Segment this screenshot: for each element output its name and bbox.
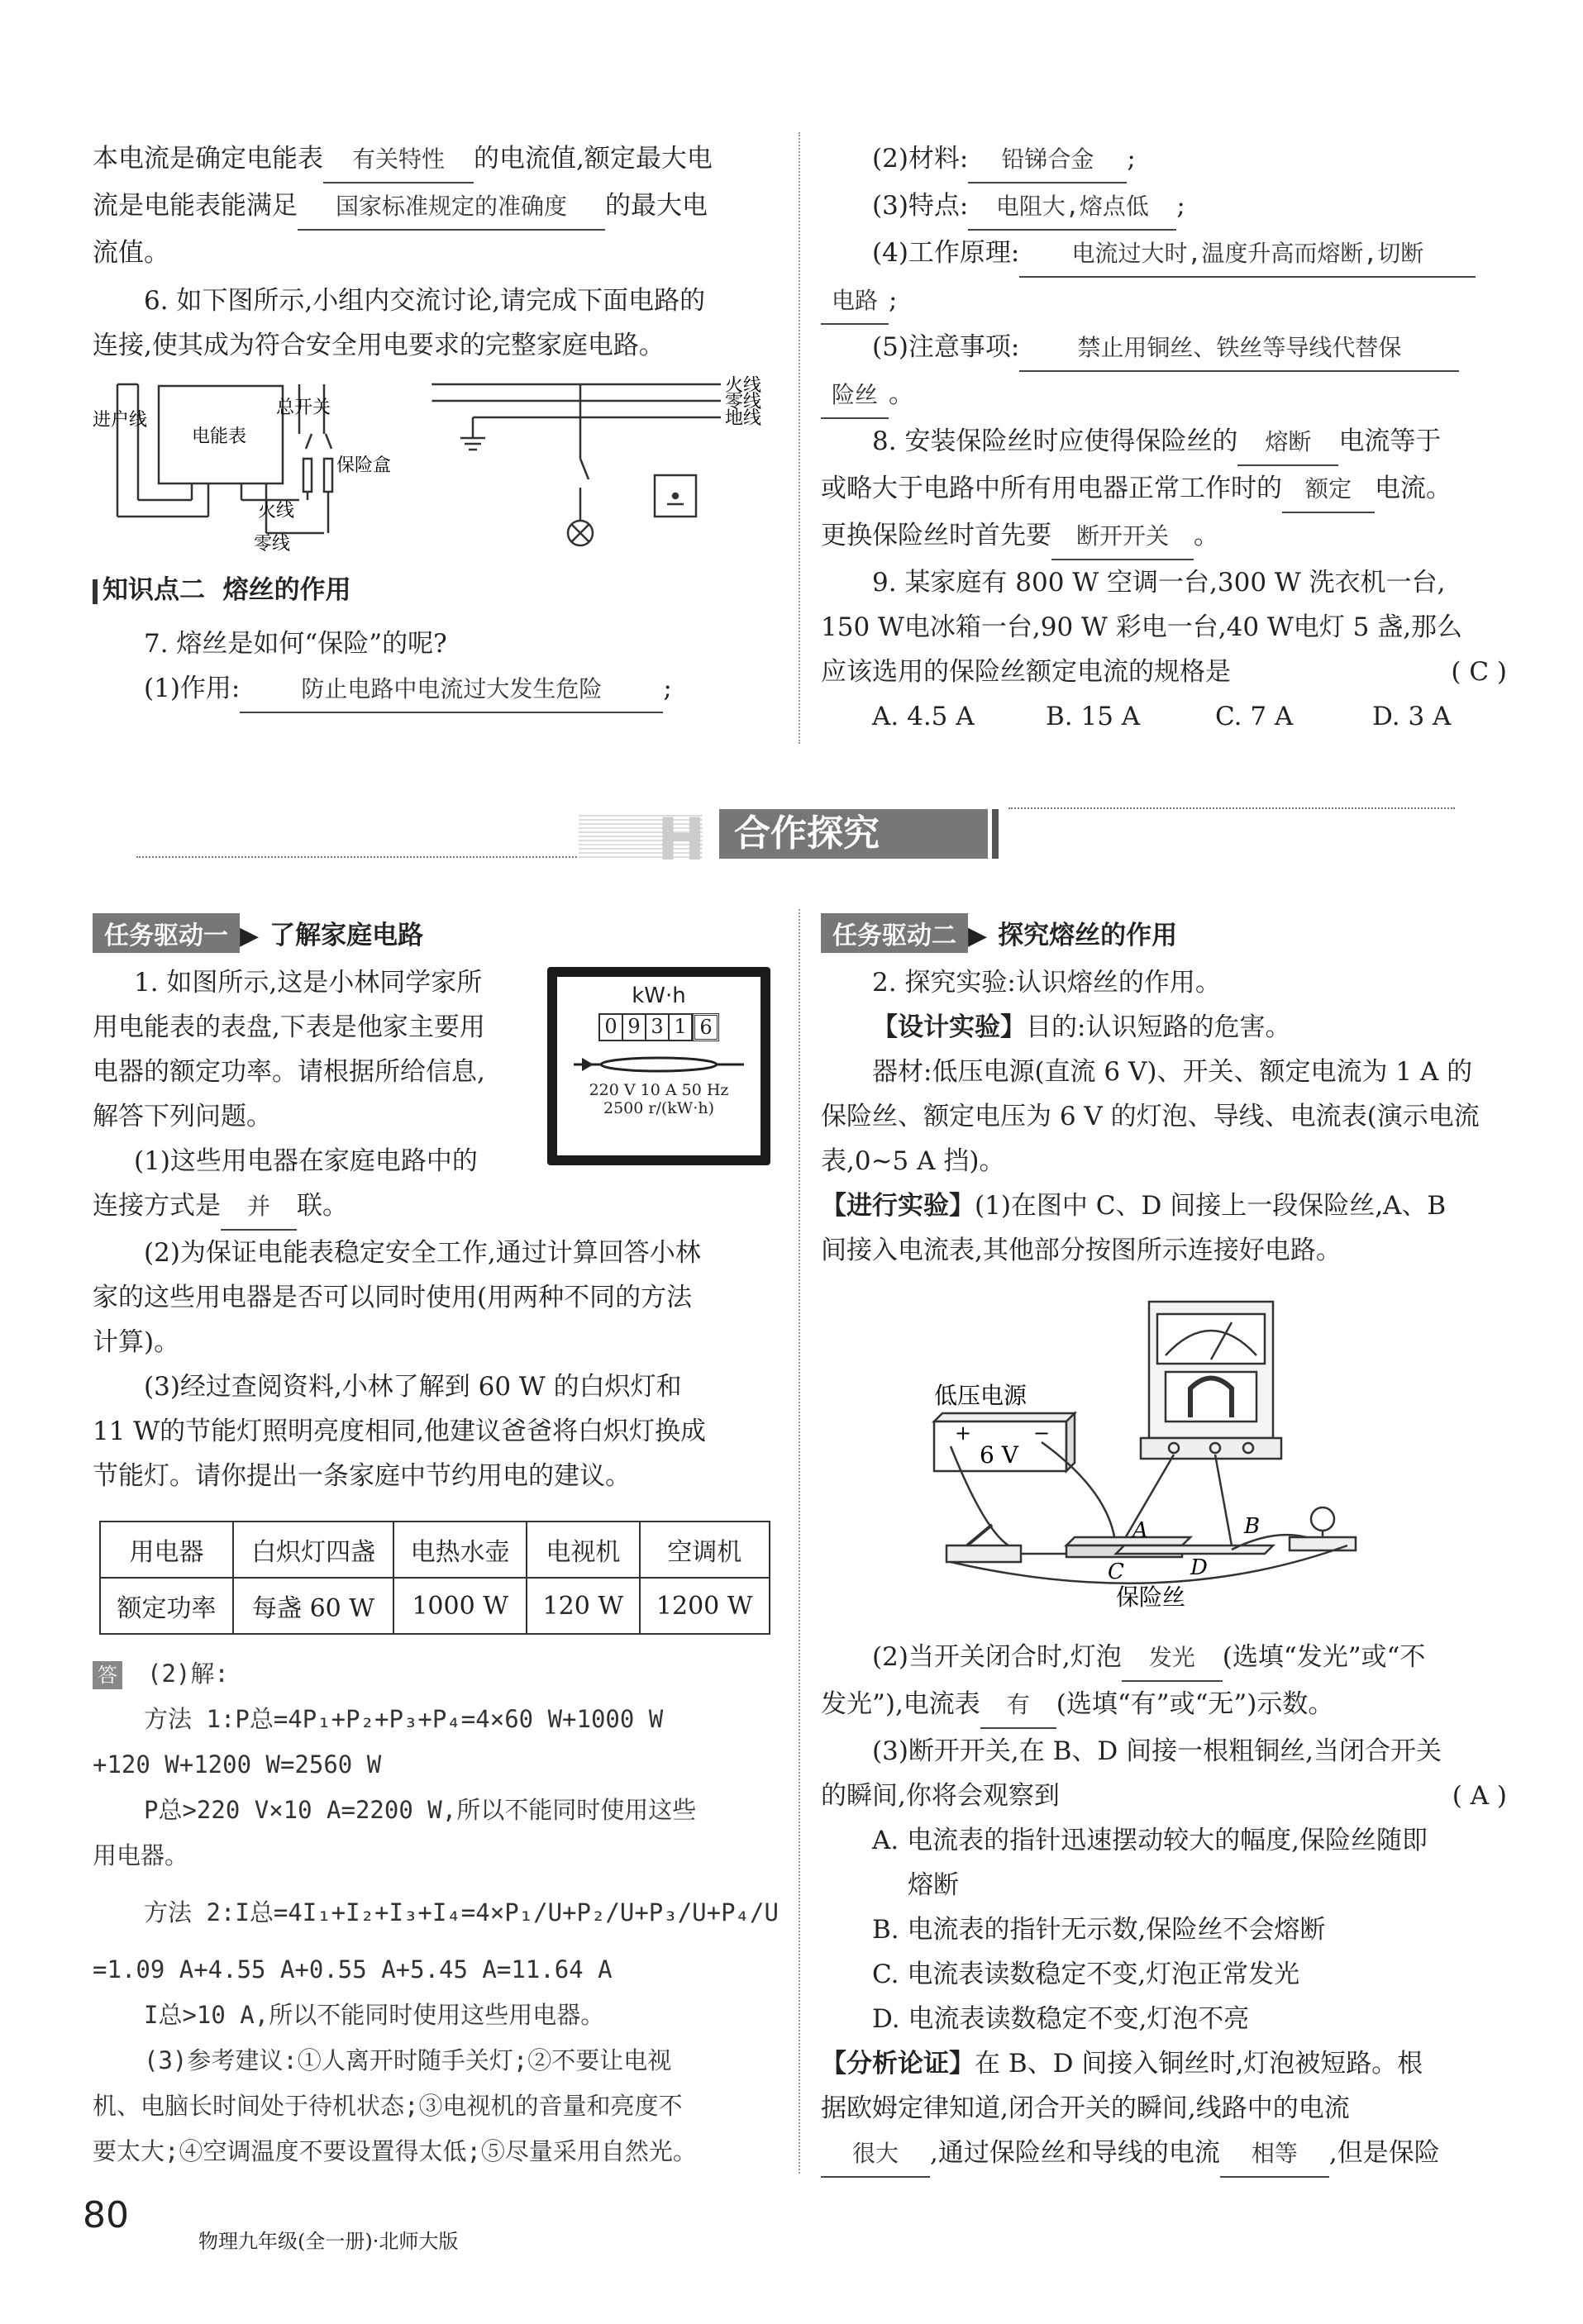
table-row: 用电器 白炽灯四盏 电热水壶 电视机 空调机 — [100, 1522, 770, 1578]
banner-title: 合作探究 — [719, 809, 988, 859]
book-title: 物理九年级(全一册)·北师大版 — [198, 2230, 459, 2253]
question-6: 6. 如下图所示,小组内交流讨论,请完成下面电路的 — [144, 286, 706, 316]
task1-subquestions: 连接方式是 并 联。 (2)为保证电能表稳定安全工作,通过计算回答小林 家的这些用电器是否可以同时使用(用两种不同的方法 计算)。 (3)经过查阅资料,小林了解到 60 W 的白炽灯和 11 W的节能灯照明亮度相同,他建议爸爸将白炽灯换成 节能灯。请你提出一条家庭中节约用电的建议。 — [93, 1183, 779, 1498]
banner-end-bar — [992, 809, 999, 859]
q9-options: A. 4.5 A B. 15 A C. 7 A D. 3 A — [872, 702, 1452, 731]
task2-body: 2. 探究实验:认识熔丝的作用。 【设计实验】目的:认识短路的危害。 器材:低压电源(直流 6 V)、开关、额定电流为 1 A 的 保险丝、额定电压为 6 V 的灯泡、导线、电流表(演示电流 表,0~5 A 挡)。 【进行实验】(1)在图中 C、D 间接上一段保险丝,A、B 间接入电流表,其他部分按图所示连接好电路。 — [821, 968, 1480, 1265]
knowledge-point-heading: 知识点二 熔丝的作用 — [93, 569, 351, 606]
label-voltage: 6 V — [980, 1441, 1018, 1469]
label-point-d: D — [1190, 1555, 1208, 1580]
meter-unit: kW·h — [632, 983, 686, 1008]
answer-blank: 有 — [980, 1683, 1056, 1729]
section-banner — [579, 806, 1008, 874]
electricity-meter — [547, 967, 770, 1165]
answer-blank: 很大 — [821, 2131, 930, 2178]
label-entry-wire: 进户线 — [93, 410, 148, 431]
answer-blank: 并 — [221, 1184, 297, 1231]
task2-heading: 任务驱动二 ▶ 探究熔丝的作用 — [821, 913, 1177, 953]
label-plus: + — [955, 1422, 972, 1445]
task1-heading: 任务驱动一 ▶ 了解家庭电路 — [93, 913, 423, 953]
answer-blank: 电阻大,熔点低 — [968, 184, 1176, 231]
text-line: 流值。 — [93, 238, 169, 268]
banner-rule-left — [136, 856, 583, 858]
answer-choice: ( A ) — [1452, 1781, 1507, 1811]
label-minus: − — [1033, 1422, 1051, 1445]
answer-blank: 相等 — [1220, 2131, 1329, 2178]
page-number: 80 — [83, 2194, 129, 2236]
home-circuit-diagram — [93, 376, 779, 566]
banner-h-icon: H — [657, 806, 706, 874]
answer-blank: 铅锑合金 — [968, 137, 1127, 183]
chevron-right-icon: ▶ — [968, 922, 988, 950]
meter-spec: 220 V 10 A 50 Hz — [589, 1081, 729, 1099]
label-point-b: B — [1244, 1514, 1261, 1539]
fuse-experiment-figure — [918, 1298, 1397, 1628]
answer-blank: 电流过大时,温度升高而熔断,切断 — [1019, 231, 1476, 278]
text-line: 本电流是确定电能表 有关特性 的电流值,额定最大电 — [93, 136, 779, 183]
label-neutral-wire: 零线 — [725, 392, 762, 412]
meter-rate: 2500 r/(kW·h) — [603, 1099, 715, 1117]
task1-question1: 1. 如图所示,这是小林同学家所 用电能表的表盘,下表是他家主要用 电器的额定功率。请根据所给信息, 解答下列问题。 (1)这些用电器在家庭电路中的 — [93, 968, 485, 1176]
top-right-column: (2)材料: 铅锑合金 ; (3)特点: 电阻大,熔点低 ; (4)工作原理: 电流过大时,温度升高而熔断,切断 电路 ; (5)注意事项: 禁止用铜丝、铁丝等导线代替保 险丝 。 8. 安装保险丝时应使得保险丝的 熔断 电流等于 或略大于电路中所有用电器正常工作时的 额定 电流。 更换保险丝时首先要 断开开关 。 9. 某家庭有 800 W 空调一台,300 W 洗衣机一台, 150 W电冰箱一台,90 W 彩电一台,40 W电灯 5 盏,那么 应该选用的保险丝额定电流的规格是 ( C ) A. 4.5 A B. 15 A C. 7 A D. 3 A — [821, 136, 1507, 739]
chevron-right-icon: ▶ — [240, 922, 260, 950]
table-row: 额定功率 每盏 60 W 1000 W 120 W 1200 W — [100, 1578, 770, 1634]
column-divider — [799, 909, 802, 2174]
heading-bar-icon — [93, 579, 98, 604]
label-fuse-box: 保险盒 — [336, 455, 392, 476]
question-6-line2: 连接,使其成为符合安全用电要求的完整家庭电路。 — [93, 331, 665, 360]
answer-blank: 禁止用铜丝、铁丝等导线代替保 — [1019, 326, 1459, 372]
label-point-a: A — [1132, 1518, 1148, 1543]
meter-digits: 0 9 3 1 6 — [557, 1013, 761, 1041]
label-live-wire: 火线 — [725, 376, 762, 396]
text-line: 流是电能表能满足 国家标准规定的准确度 的最大电 — [93, 183, 779, 231]
power-table — [99, 1521, 770, 1635]
label-main-switch: 总开关 — [276, 398, 331, 418]
answer-blank: 有关特性 — [323, 137, 474, 183]
task2-questions: (2)当开关闭合时,灯泡 发光 (选填“发光”或“不 发光”),电流表 有 (选填“有”或“无”)示数。 (3)断开开关,在 B、D 间接一根粗铜丝,当闭合开关 的瞬间,你将会观察到 ( A ) A. 电流表的指针迅速摆动较大的幅度,保险丝随即 熔断 B. 电流表的指针无示数,保险丝不会熔断 C. 电流表读数稳定不变,灯泡正常发光 D. 电流表读数稳定不变,灯泡不亮 【分析论证】在 B、D 间接入铜丝时,灯泡被短路。根 据欧姆定律知道,闭合开关的瞬间,线路中的电流 很大 ,通过保险丝和导线的电流 相等 ,但是保险 — [821, 1635, 1507, 2178]
label-live-bottom: 火线 — [258, 501, 295, 521]
label-ground-wire: 地线 — [725, 408, 762, 429]
answer-blank: 防止电路中电流过大发生危险 — [240, 667, 663, 713]
answer-choice: ( C ) — [1451, 657, 1507, 687]
top-left-column — [93, 136, 779, 368]
answer-blank: 额定 — [1282, 467, 1375, 513]
answer-blank: 断开开关 — [1051, 514, 1194, 560]
answer-blank: 国家标准规定的准确度 — [298, 184, 605, 231]
label-fuse: 保险丝 — [1116, 1583, 1186, 1611]
label-meter: 电能表 — [192, 426, 247, 447]
label-point-c: C — [1108, 1560, 1124, 1584]
answer-blank: 熔断 — [1237, 420, 1338, 466]
meter-disc-icon — [557, 1048, 761, 1081]
question-7: 7. 熔丝是如何“保险”的呢? (1)作用: 防止电路中电流过大发生危险 ; — [93, 621, 779, 713]
label-power-supply: 低压电源 — [934, 1382, 1028, 1409]
label-neutral-bottom: 零线 — [254, 534, 291, 555]
answer-blank: 电路 — [821, 279, 889, 325]
column-divider — [799, 132, 802, 744]
banner-rule-right — [1008, 807, 1455, 809]
answer-blank: 发光 — [1122, 1636, 1223, 1682]
task1-answer: 答 (2)解: 方法 1:P总=4P₁+P₂+P₃+P₄=4×60 W+1000 W +120 W+1200 W=2560 W P总>220 V×10 A=2200 W,所以不能同时使用这些 用电器。 方法 2:I总=4I₁+I₂+I₃+I₄=4×P₁/U+P₂/U+P₃/U+P₄/U =1.09 A+4.55 A+0.55 A+5.45 A=11.64 A I总>10 A,所以不能同时使用这些用电器。 (3)参考建议:①人离开时随手关灯;②不要让电视 机、电脑长时间处于待机状态;③电视机的音量和亮度不 要太大;④空调温度不要设置得太低;⑤尽量采用自然光。 — [93, 1660, 779, 2165]
answer-blank: 险丝 — [821, 373, 889, 419]
answer-tag: 答 — [93, 1661, 122, 1689]
